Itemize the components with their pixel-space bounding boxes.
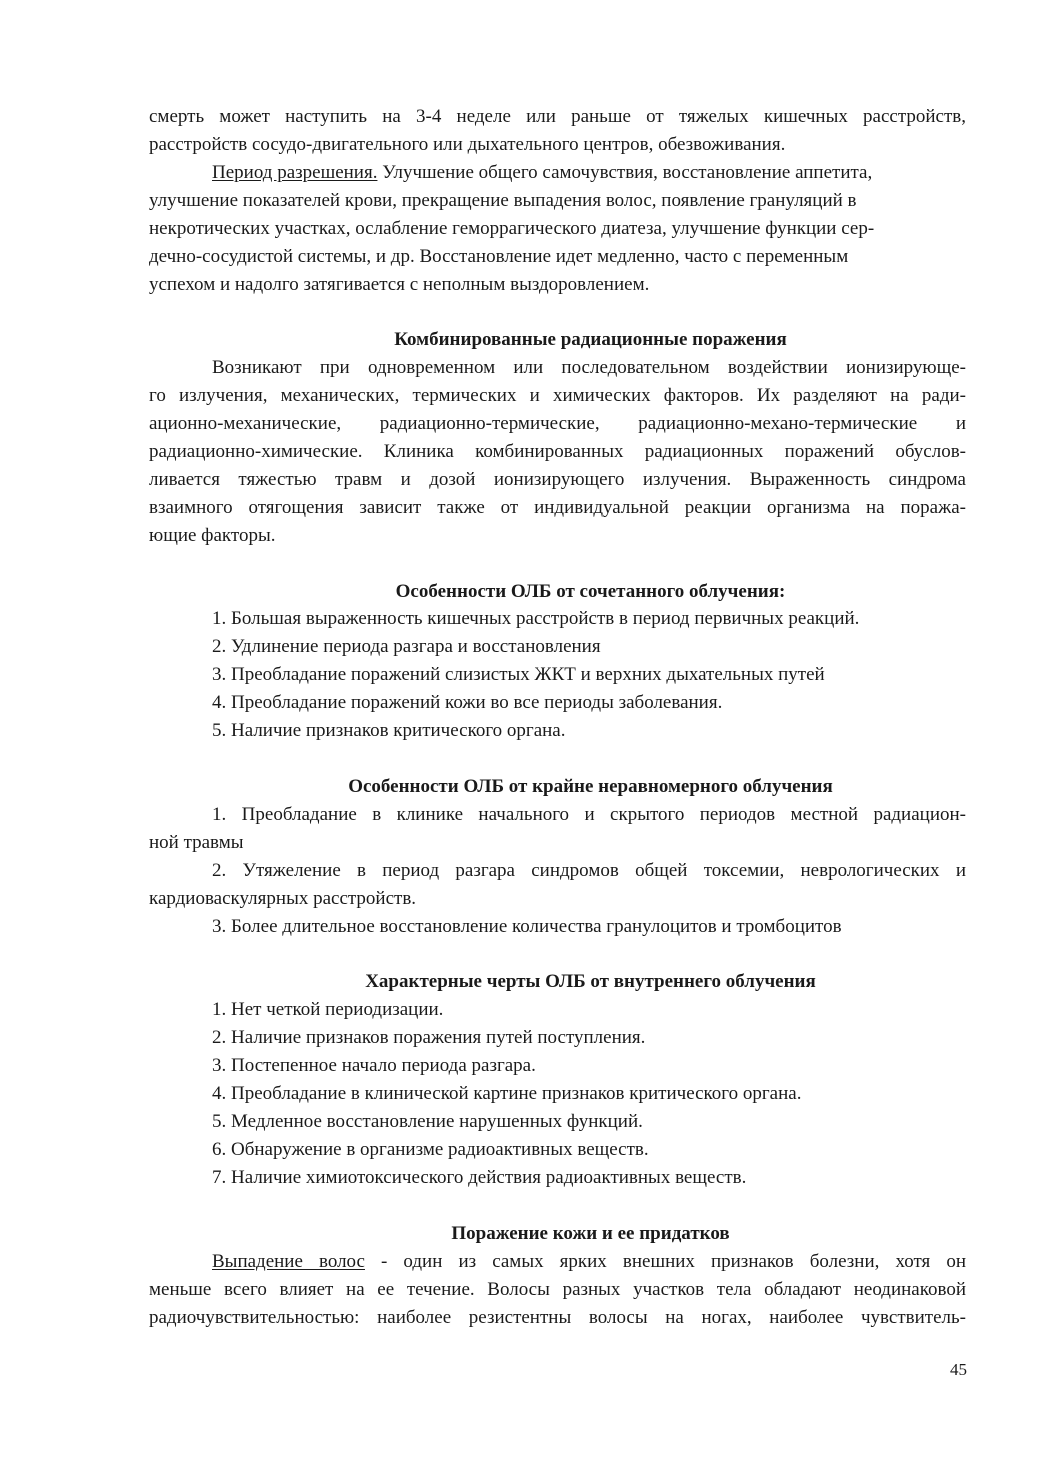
paragraph-line: меньше всего влияет на ее течение. Волосы разных участков тела обладают неодинаковой <box>149 1279 966 1300</box>
list-item: 2. Удлинение периода разгара и восстановления <box>212 636 601 657</box>
list-item: 1. Преобладание в клинике начального и скрытого периодов местной радиацион- <box>212 804 966 825</box>
list-item-continuation: ной травмы <box>149 832 244 853</box>
paragraph-line: радиационно-химические. Клиника комбинированных радиационных поражений обуслов- <box>149 441 966 462</box>
list-item: 7. Наличие химиотоксического действия радиоактивных веществ. <box>212 1167 747 1188</box>
page-number: 45 <box>950 1360 967 1379</box>
list-item: 5. Наличие признаков критического органа. <box>212 720 566 741</box>
list-item: 3. Более длительное восстановление количества гранулоцитов и тромбоцитов <box>212 916 842 937</box>
section-heading: Особенности ОЛБ от сочетанного облучения: <box>395 581 786 602</box>
list-item-continuation: кардиоваскулярных расстройств. <box>149 888 417 909</box>
paragraph-text: - один из самых ярких внешних признаков болезни, хотя он <box>364 1251 967 1272</box>
list-item: 3. Преобладание поражений слизистых ЖКТ и верхних дыхательных путей <box>212 664 825 685</box>
list-item: 6. Обнаружение в организме радиоактивных веществ. <box>212 1139 649 1160</box>
paragraph-line: взаимного отягощения зависит также от индивидуальной реакции организма на поража- <box>149 497 966 518</box>
paragraph-line: расстройств сосудо-двигательного или дыхательного центров, обезвоживания. <box>149 134 786 155</box>
list-item: 2. Наличие признаков поражения путей поступления. <box>212 1027 646 1048</box>
paragraph-line: смерть может наступить на 3-4 неделе или раньше от тяжелых кишечных расстройств, <box>149 106 966 127</box>
underlined-term: Выпадение волос <box>212 1251 365 1272</box>
paragraph-line <box>212 159 872 187</box>
list-item: 4. Преобладание в клинической картине признаков критического органа. <box>212 1083 802 1104</box>
paragraph-line: улучшение показателей крови, прекращение выпадения волос, появление грануляций в <box>149 190 857 211</box>
paragraph-line: дечно-сосудистой системы, и др. Восстановление идет медленно, часто с переменным <box>149 246 849 267</box>
paragraph-line: ющие факторы. <box>149 525 276 546</box>
list-item: 2. Утяжеление в период разгара синдромов общей токсемии, неврологических и <box>212 860 966 881</box>
paragraph-line: успехом и надолго затягивается с неполным выздоровлением. <box>149 274 650 295</box>
section-heading: Поражение кожи и ее придатков <box>451 1223 730 1244</box>
list-item: 3. Постепенное начало периода разгара. <box>212 1055 536 1076</box>
paragraph-line: некротических участках, ослабление геморрагического диатеза, улучшение функции сер- <box>149 218 875 239</box>
paragraph-line: Возникают при одновременном или последовательном воздействии ионизирующе- <box>212 357 966 378</box>
paragraph-line: го излучения, механических, термических и химических факторов. Их разделяют на ради- <box>149 385 966 406</box>
list-item: 1. Нет четкой периодизации. <box>212 999 444 1020</box>
paragraph-line: ационно-механические, радиационно-термические, радиационно-механо-термические и <box>149 413 966 434</box>
paragraph-text: Улучшение общего самочувствия, восстановление аппетита, <box>377 162 873 183</box>
section-heading: Характерные черты ОЛБ от внутреннего облучения <box>365 971 816 992</box>
underlined-term: Период разрешения. <box>212 162 378 183</box>
list-item: 4. Преобладание поражений кожи во все периоды заболевания. <box>212 692 723 713</box>
list-item: 1. Большая выраженность кишечных расстройств в период первичных реакций. <box>212 608 860 629</box>
paragraph-line <box>212 1248 966 1276</box>
list-item: 5. Медленное восстановление нарушенных функций. <box>212 1111 643 1132</box>
section-heading: Комбинированные радиационные поражения <box>394 329 787 350</box>
paragraph-line: ливается тяжестью травм и дозой ионизирующего излучения. Выраженность синдрома <box>149 469 966 490</box>
paragraph-line: радиочувствительностью: наиболее резистентны волосы на ногах, наиболее чувствитель- <box>149 1307 966 1328</box>
section-heading: Особенности ОЛБ от крайне неравномерного облучения <box>348 776 833 797</box>
